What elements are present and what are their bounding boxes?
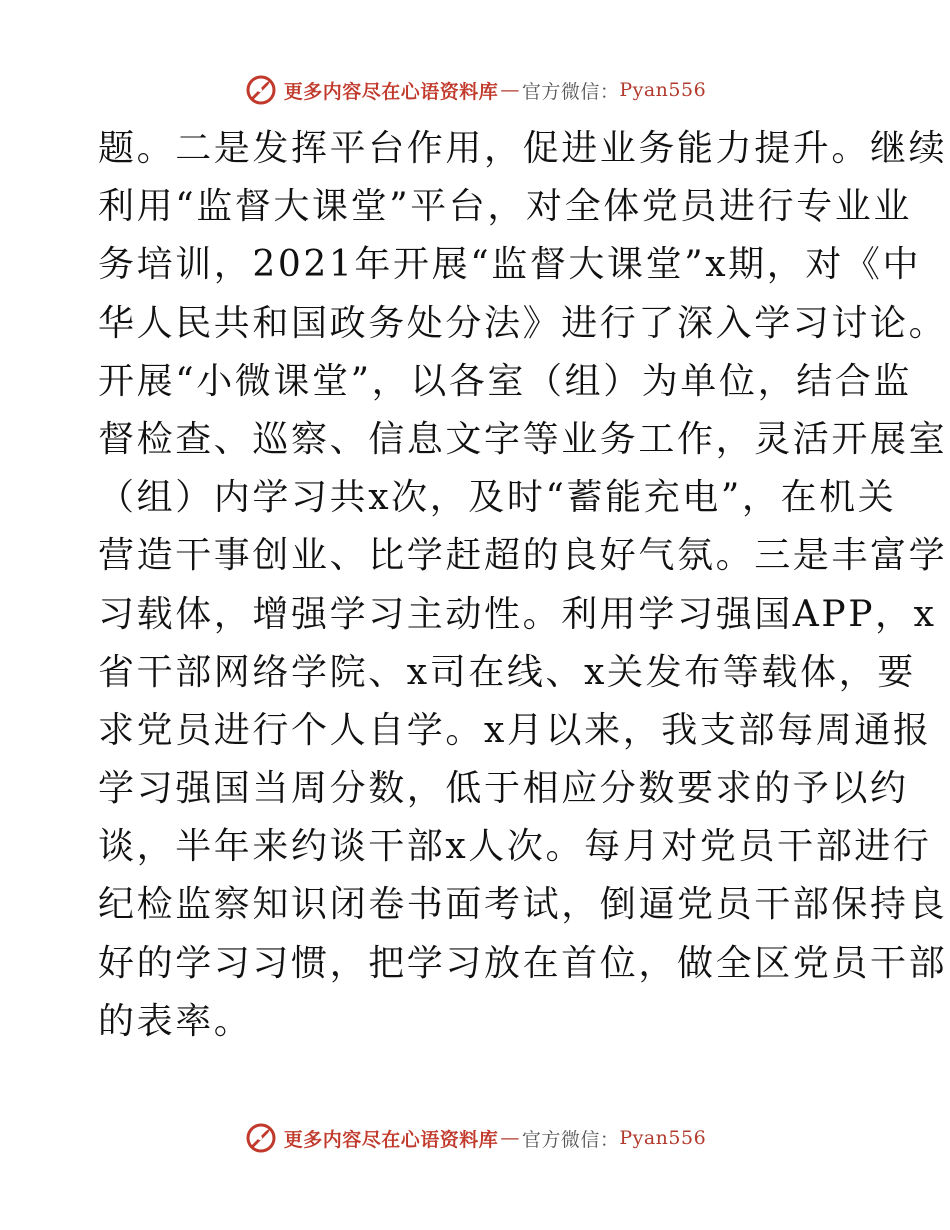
body-line-9: 习载体，增强学习主动性。利用学习强国APP，x (98, 593, 937, 635)
body-line-15: 好的学习习惯，把学习放在首位，做全区党员干部 (98, 942, 948, 984)
header-banner-label: 官方微信： (521, 80, 620, 103)
body-line-11: 求党员进行个人自学。x月以来，我支部每周通报 (98, 709, 932, 751)
body-line-1: 题。二是发挥平台作用，促进业务能力提升。继续 (98, 128, 948, 169)
header-banner-text (284, 77, 706, 104)
body-line-16: 的表率。 (98, 1000, 253, 1042)
body-line-7: （组）内学习共x次，及时“蓄能充电”，在机关 (98, 477, 897, 519)
header-banner (0, 72, 950, 108)
header-banner-wechat: Pyan556 (619, 79, 707, 101)
footer-banner-text (284, 1125, 706, 1152)
body-line-2: 利用“监督大课堂”平台，对全体党员进行专业业 (98, 186, 913, 228)
footer-banner-main: 更多内容尽在心语资料库 (283, 1128, 499, 1151)
body-line-6: 督检查、巡察、信息文字等业务工作，灵活开展室 (98, 418, 948, 460)
body-line-5: 开展“小微课堂”，以各室（组）为单位，结合监 (98, 360, 913, 402)
footer-banner-label: 官方微信： (521, 1128, 620, 1151)
body-line-8: 营造干事创业、比学赶超的良好气氛。三是丰富学 (98, 535, 948, 577)
body-line-10: 省干部网络学院、x司在线、x关发布等载体，要 (98, 651, 916, 693)
footer-banner (0, 1120, 950, 1156)
body-line-12: 学习强国当周分数，低于相应分数要求的予以约 (98, 768, 909, 810)
body-line-13: 谈，半年来约谈干部x人次。每月对党员干部进行 (98, 826, 932, 868)
footer-banner-separator: — (500, 1127, 520, 1149)
document-body (98, 120, 948, 1051)
body-line-3: 务培训，2021年开展“监督大课堂”x期，对《中 (98, 244, 922, 286)
pen-logo-icon (244, 1121, 278, 1155)
footer-banner-wechat: Pyan556 (619, 1127, 707, 1149)
body-line-4: 华人民共和国政务处分法》进行了深入学习讨论。 (98, 302, 948, 344)
header-banner-main: 更多内容尽在心语资料库 (283, 80, 499, 103)
header-banner-separator: — (500, 79, 520, 101)
body-line-14: 纪检监察知识闭卷书面考试，倒逼党员干部保持良 (98, 884, 948, 926)
pen-logo-icon (244, 73, 278, 107)
